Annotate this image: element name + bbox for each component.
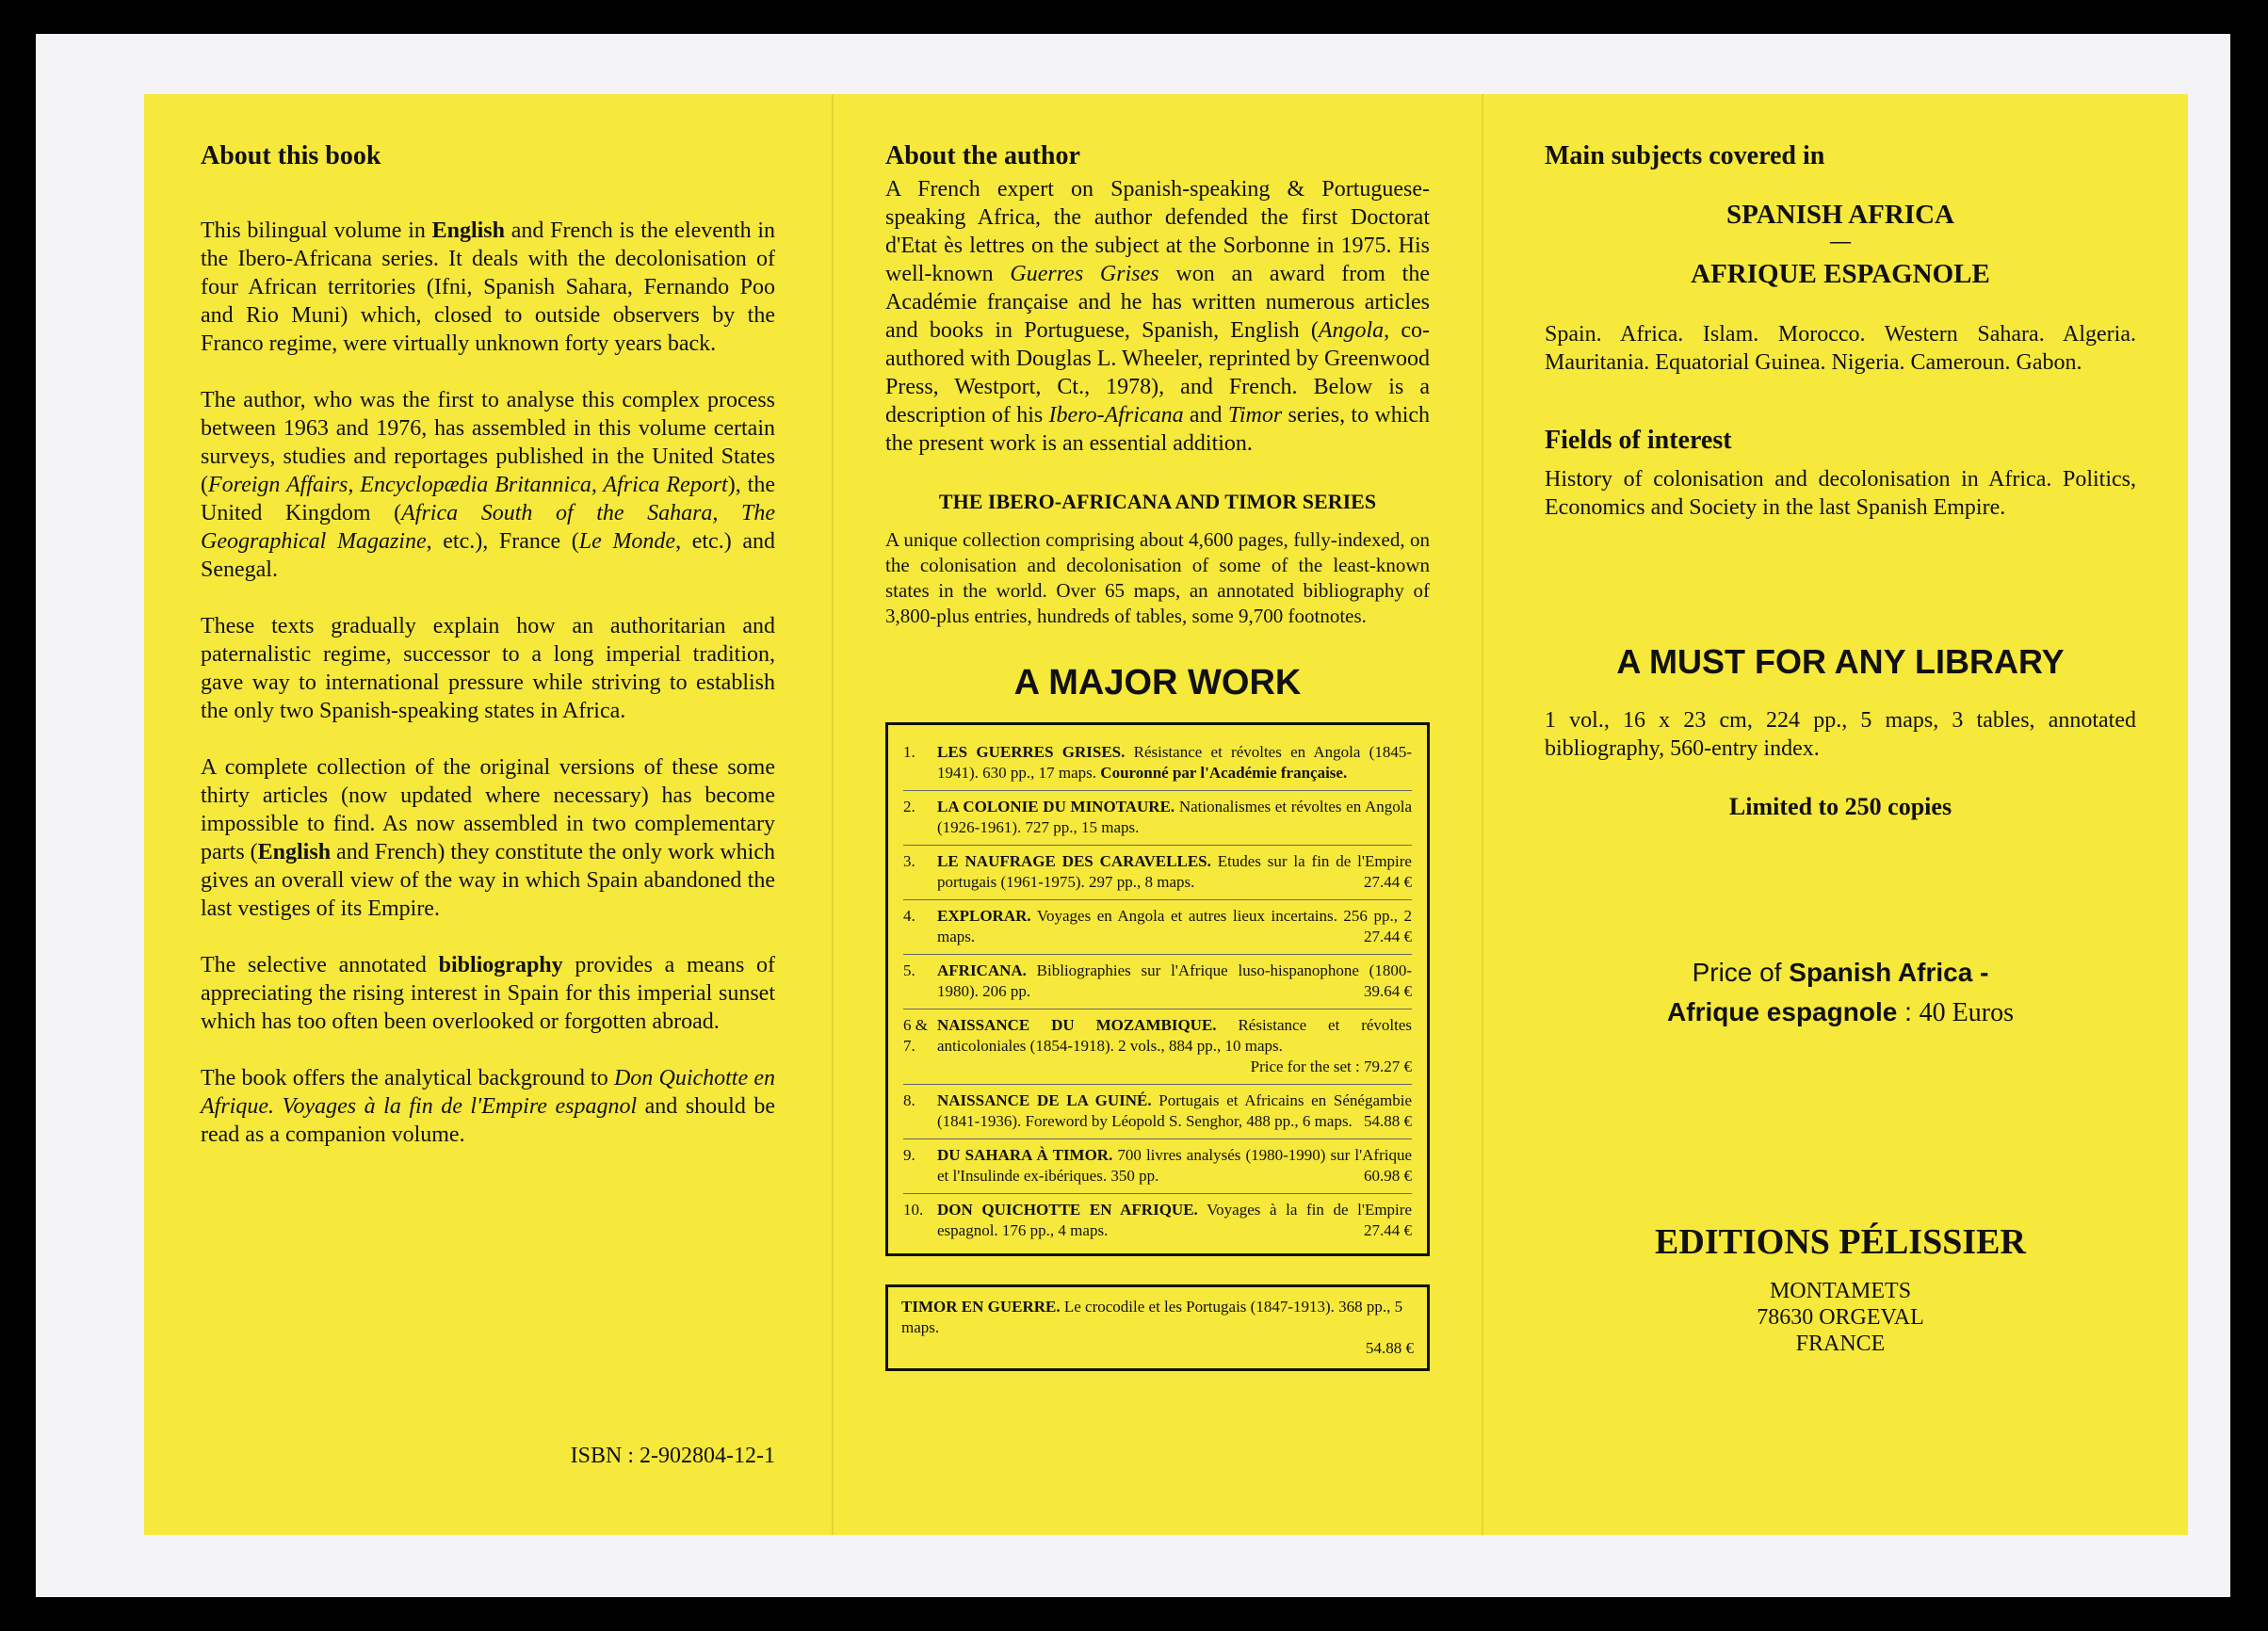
publisher-name: EDITIONS PÉLISSIER — [1655, 1222, 2026, 1262]
must-have-heading: A MUST FOR ANY LIBRARY — [1616, 642, 2065, 681]
book-list-item: 4. EXPLORAR. Voyages en Angola et autres lieux incertains. 256 pp., 2 maps. 27.44 € — [903, 900, 1412, 955]
subjects-heading: Main subjects covered in — [1545, 141, 1825, 170]
panel-about-book — [144, 94, 832, 1535]
fields-text: History of colonisation and decolonisation in Africa. Politics, Economics and Society in the last Spanish Empire. — [1545, 467, 2136, 520]
panel-subjects — [1482, 94, 2188, 1535]
about-book-paragraph-1: This bilingual volume in English and French is the eleventh in the Ibero-Africana series. It deals with the decolonisation of four African territories (Ifni, Spanish Sahara, Fernando Poo and Rio Muni) which, closed to outside observers by the Franco regime, were virtually unknown forty years back. — [201, 218, 775, 356]
about-author-heading: About the author — [885, 141, 1080, 170]
about-book-paragraph-3: These texts gradually explain how an authoritarian and paternalistic regime, successor to a long imperial tradition, gave way to international pressure while striving to establish the only two Spanish-speaking states in Africa. — [201, 614, 775, 723]
limited-edition: Limited to 250 copies — [1728, 793, 1952, 820]
panel-about-author — [832, 94, 1482, 1535]
fields-heading: Fields of interest — [1545, 426, 1732, 455]
book-list — [885, 722, 1430, 1256]
about-book-paragraph-4: A complete collection of the original versions of these some thirty articles (now updated where necessary) has become impossible to find. As now assembled in two complementary parts (English and French) they constitute the only work which gives an overall view of the way in which Spain abandoned the last vestiges of its Empire. — [201, 755, 775, 921]
book-list-item: 10. DON QUICHOTTE EN AFRIQUE. Voyages à la fin de l'Empire espagnol. 176 pp., 4 maps. 27.44 € — [903, 1201, 1412, 1239]
timor-box: TIMOR EN GUERRE. Le crocodile et les Portugais (1847-1913). 368 pp., 5 maps. 54.88 € — [885, 1284, 1430, 1371]
about-book-paragraph-6: The book offers the analytical background to Don Quichotte en Afrique. Voyages à la fin de l'Empire espagnol and should be read as a companion volume. — [201, 1066, 776, 1147]
book-list-item: 9. DU SAHARA À TIMOR. 700 livres analysés (1980-1990) sur l'Afrique et l'Insulinde ex-ibériques. 350 pp. 60.98 € — [903, 1139, 1412, 1194]
price-block: Price of Spanish Africa - Afrique espagnole : 40 Euros — [1667, 958, 2014, 1027]
about-book-heading: About this book — [201, 141, 381, 170]
book-list-item: 6 & 7. NAISSANCE DU MOZAMBIQUE. Résistance et révoltes anticoloniales (1854-1918). 2 vols., 884 pp., 10 maps. Price for the set : 79.27 € — [903, 1009, 1412, 1085]
book-list-item: 3. LE NAUFRAGE DES CARAVELLES. Etudes sur la fin de l'Empire portugais (1961-1975). 297 pp., 8 maps. 27.44 € — [903, 846, 1412, 900]
about-book-paragraph-5: The selective annotated bibliography provides a means of appreciating the rising interest in Spain for this imperial sunset which has too often been overlooked or forgotten abroad. — [201, 953, 775, 1034]
title-dash: — — [1830, 229, 1851, 252]
series-description: A unique collection comprising about 4,600 pages, fully-indexed, on the colonisation and decolonisation of some of the least-known states in the world. Over 65 maps, an annotated bibliography of 3,800-plus entries, hundreds of tables, some 9,700 footnotes. — [885, 528, 1430, 627]
yellow-brochure — [144, 94, 2188, 1535]
series-heading: THE IBERO-AFRICANA AND TIMOR SERIES — [938, 490, 1377, 513]
book-specs: 1 vol., 16 x 23 cm, 224 pp., 5 maps, 3 tables, annotated bibliography, 560-entry index. — [1545, 708, 2136, 761]
book-list-item: 8. NAISSANCE DE LA GUINÉ. Portugais et Africains en Sénégambie (1841-1936). Foreword by Léopold S. Senghor, 488 pp., 6 maps. 54.88 € — [903, 1085, 1412, 1139]
afrique-espagnole-title: AFRIQUE ESPAGNOLE — [1691, 259, 1990, 289]
book-list-item: 5. AFRICANA. Bibliographies sur l'Afrique luso-hispanophone (1800-1980). 206 pp. 39.64 € — [903, 955, 1412, 1009]
publisher-address: MONTAMETS 78630 ORGEVAL FRANCE — [1757, 1279, 1924, 1356]
book-list-item: 1. LES GUERRES GRISES. Résistance et révoltes en Angola (1845-1941). 630 pp., 17 maps. Couronné par l'Académie française. — [903, 736, 1412, 791]
major-work-heading: A MAJOR WORK — [1013, 663, 1302, 702]
subjects-list: Spain. Africa. Islam. Morocco. Western Sahara. Algeria. Mauritania. Equatorial Guinea. Nigeria. Cameroun. Gabon. — [1545, 322, 2136, 375]
spanish-africa-title: SPANISH AFRICA — [1726, 200, 1954, 230]
isbn: ISBN : 2-902804-12-1 — [570, 1444, 775, 1468]
book-list-item: 2. LA COLONIE DU MINOTAURE. Nationalismes et révoltes en Angola (1926-1961). 727 pp., 15 maps. — [903, 791, 1412, 846]
about-author-paragraph: A French expert on Spanish-speaking & Portuguese-speaking Africa, the author defended the first Doctorat d'Etat ès lettres on the subject at the Sorbonne in 1975. His well-known Guerres Grises won an award from the Académie française and he has written numerous articles and books in Portuguese, Spanish, English (Angola, co-authored with Douglas L. Wheeler, reprinted by Greenwood Press, Westport, Ct., 1978), and French. Below is a description of his Ibero-Africana and Timor series, to which the present work is an essential addition. — [885, 177, 1431, 456]
about-book-paragraph-2: The author, who was the first to analyse this complex process between 1963 and 1976, has assembled in this volume certain surveys, studies and reportages published in the United States (Foreign Affairs, Encyclopædia Britannica, Africa Report), the United Kingdom (Africa South of the Sahara, The Geographical Magazine, etc.), France (Le Monde, etc.) and Senegal. — [201, 388, 776, 582]
